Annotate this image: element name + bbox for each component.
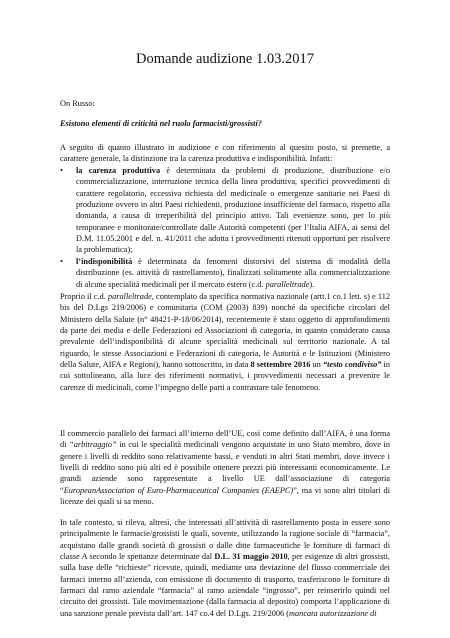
bullet-text: è determinata da problemi di produzione, distribuzione e/o commercializzazione, interruzione tecnica della linea produttiva, specifici provvedimenti di carattere regolatorio, eccessiva richiesta del medicinale o emergenze sanitarie nei Paesi di produzione ovvero in altri Paesi richiedenti, produzione insufficiente del farmaco, rispetto alla domanda, a causa di irreperibilità del principio attivo. Tali evenienze sono, per lo più temporanee e monitorate/controllate dalle Autorità competenti (per l’Italia AIFA, ai sensi del D.M. 11.05.2001 e del. n. 41/2011 che adotta i provvedimenti ritenuti opportuni per risolvere la problematica); <box>76 166 390 255</box>
text-run-bold: 8 settembre 2016 <box>250 360 311 370</box>
text-run-italic: mancata autorizzazione di <box>289 608 377 618</box>
bullet-item-indisponibilita <box>76 256 390 290</box>
text-run-italic: EuropeanAssociation of Euro-Pharmaceutical Companies (EAEPC) <box>63 485 294 495</box>
text-run: in cui sottolineano, alla luce dei riferimenti normativi, i provvedimenti necessari a prevenire le carenze di medicinali, come l’impegno delle parti a contrastare tale fenomeno. <box>60 360 390 392</box>
addressee-line: On Russo: <box>60 99 95 108</box>
text-run-bold: D.L. 31 maggio 2010 <box>214 552 288 562</box>
bullet-item-carenza <box>76 165 390 256</box>
text-run: un <box>310 360 323 370</box>
bullet-end: ). <box>309 279 315 289</box>
bullet-marker: • <box>60 257 63 266</box>
text-run: in cui le specialità medicinali vengono acquistate in uno Stato membro, dove in genere i livelli di reddito sono relativamente bassi, e venduti in altri Stati membri, dove invece i livelli di reddito sono più alti ed è possibile ottenere prezzi più interessanti economicamente. Le grandi aziende sono rappresentate a livello UE dall’associazione di categoria “ <box>60 440 390 495</box>
text-run: In tale contesto, si rileva, altresì, che interessati all’attività di rastrellamento posta in essere sono principalmente le farmacie/grossisti le quali, sovente, utilizzando la ragione sociale di “farmacia”, acquistano dalle grandi società di grossisti o dalle ditte farmaceutiche le forniture di farmaci di classe A secondo le spettanze determinate dal <box>60 518 390 562</box>
text-run-bold-italic: “testo condiviso” <box>322 360 382 370</box>
bullet-italic: paralleltrade <box>265 279 310 289</box>
text-run: , per esigenze di altri grossisti, sulla base delle “richieste” ricevute, quindi, mediante una deviazione del flusso commerciale dei farmaci interno all’azienda, con emissione di documento di trasporto, trasferiscono le forniture di farmaci dal ramo aziendale “farmacia” al ramo aziendale “ingrosso”, per reinserirlo quindi nel circuito dei grossisti. Tale movimentazione (dalla farmacia al deposito) comporta l’applicazione di una sanzione penale prevista dall’art. 147 co.4 del D.Lgs. 219/2006 ( <box>60 552 390 618</box>
document-title: Domande audizione 1.03.2017 <box>136 51 314 67</box>
question-heading: Esistono elementi di criticità nel ruolo farmacisti/grossisti? <box>60 119 262 128</box>
bullet-marker: • <box>60 166 63 175</box>
paragraph-commercio-parallelo <box>60 428 390 507</box>
paragraph-parallel-trade <box>60 291 390 393</box>
text-run: , contemplato da specifica normativa nazionale (artt.1 co.1 lett. s) e 112 bis del D.Lgs 219/2006) e comunitaria (COM (2003) 839) nonché da specifiche circolari del Ministero della Salute (n° 48421-P-18/06/2014), recentemente è stato oggetto di approfondimenti da parte dei media e delle Federazioni ed Associazioni di categoria, in quanto considerato causa prevalente dell’indisponibilità di alcune specialità medicinali sul territorio nazionale. A tal riguardo, le stesse Associazioni e Federazioni di categoria, le Autorità e le Istituzioni (Ministero della Salute, AIFA e Regioni), hanno sottoscritto, in data <box>60 292 391 370</box>
bullet-term: l’indisponibilità <box>76 257 133 266</box>
intro-paragraph: A seguito di quanto illustrato in audizione e con riferimento al quesito posto, si premette, a carattere generale, la distinzione tra la carenza produttiva e indisponibilità. Infatti: <box>60 143 390 164</box>
text-run-italic: “arbitraggio” <box>69 440 117 450</box>
text-run: Il commercio parallelo dei farmaci all’interno dell’UE, così come definito dall’AIFA, è una forma di <box>60 429 390 450</box>
text-run: ”, ma vi sono altri titolari di licenze dei quali si sa meno. <box>60 485 391 507</box>
text-run: Proprio il c.d. <box>60 292 108 301</box>
bullet-text: è determinata da fenomeni distorsivi del sistema di modalità della distribuzione (es. attività di rastrellamento), finalizzati solitamente alla commercializzazione di alcune specialità medicinali per il mercato estero (c.d. <box>76 257 390 289</box>
text-run-italic: paralleltrade <box>107 292 152 301</box>
bullet-term: la carenza produttiva <box>76 166 161 175</box>
paragraph-contesto <box>60 517 390 619</box>
